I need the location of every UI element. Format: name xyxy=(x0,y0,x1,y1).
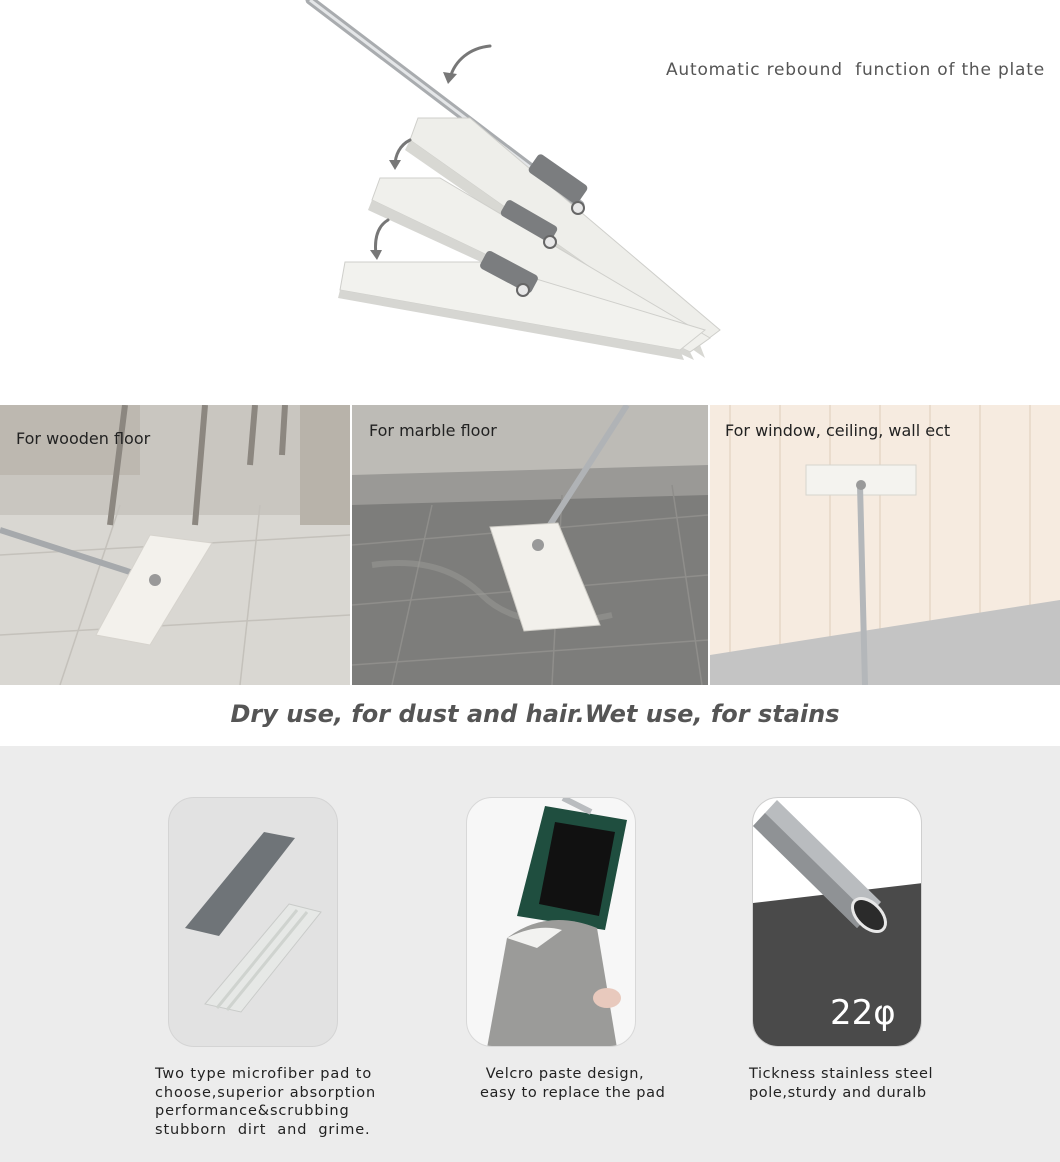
velcro-image xyxy=(467,798,636,1047)
scene-window-ceiling-wall xyxy=(710,405,1060,685)
scene-wooden-floor xyxy=(0,405,350,685)
microfiber-pads-card xyxy=(168,797,338,1047)
marble-floor-photo xyxy=(352,405,708,685)
velcro-description: Velcro paste design, easy to replace the xyxy=(480,1066,645,1101)
microfiber-pads-image xyxy=(169,798,338,1047)
velcro-card xyxy=(466,797,636,1047)
microfiber-pads-description: Two type microfiber pad to choose,superior absorption performance&scrubbing stubborn dirt and grime. xyxy=(155,1066,377,1138)
scene-marble-floor xyxy=(352,405,708,685)
pole-size-label: 22φ xyxy=(830,993,896,1033)
rebound-caption: Automatic rebound function of the plate xyxy=(666,60,1045,80)
wooden-floor-label: For wooden floor xyxy=(16,429,151,448)
rebound-section xyxy=(0,0,1060,398)
marble-floor-label: For marble floor xyxy=(369,421,497,440)
steel-pole-description: Tickness stainless steel pole,sturdy and duralb xyxy=(749,1066,934,1101)
usage-slogan: Dry use, for dust and hair.Wet use, for stains xyxy=(230,700,840,728)
wall-photo xyxy=(710,405,1060,685)
wall-label: For window, ceiling, wall ect xyxy=(725,421,951,440)
